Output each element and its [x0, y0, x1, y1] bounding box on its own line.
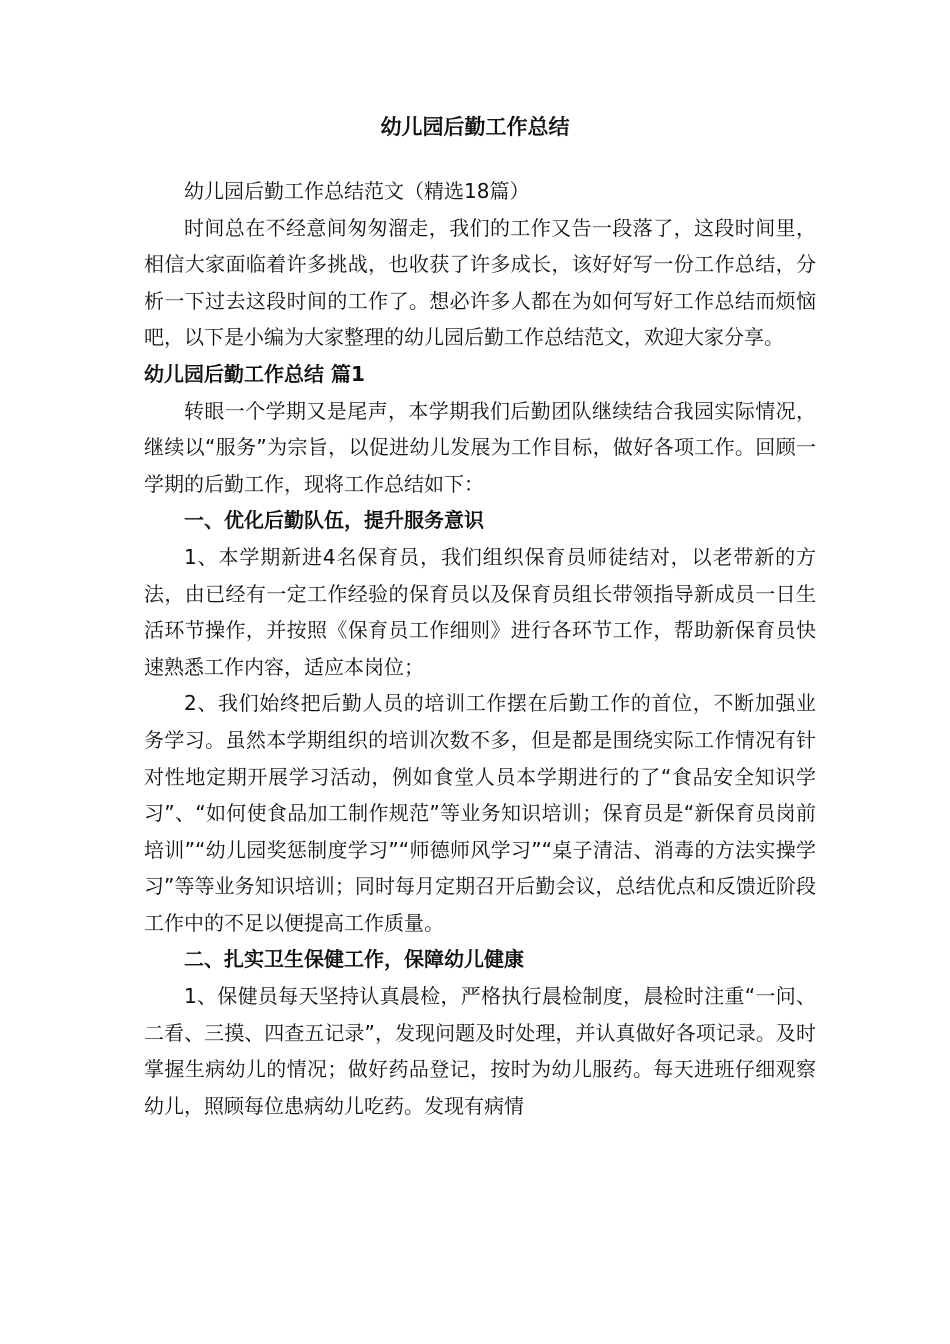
doc-subtitle: 幼儿园后勤工作总结范文（精选18篇）: [184, 179, 530, 203]
document-body: [144, 173, 816, 1124]
body-paragraph-1-2: 2、我们始终把后勤人员的培训工作摆在后勤工作的首位，不断加强业务学习。虽然本学期组织的培训次数不多，但是都是围绕实际工作情况有针对性地定期开展学习活动，例如食堂人员本学期进行的了“食品安全知识学习”、“如何使食品加工制作规范”等业务知识培训；保育员是“新保育员岗前培训”“幼儿园奖惩制度学习”“师德师风学习”“桌子清洁、消毒的方法实操学习”等等业务知识培训；同时每月定期召开后勤会议，总结优点和反馈近阶段工作中的不足以便提高工作质量。: [144, 691, 816, 935]
body-paragraph-2-1: 1、保健员每天坚持认真晨检，严格执行晨检制度，晨检时注重“一问、二看、三摸、四查五记录”，发现问题及时处理，并认真做好各项记录。及时掌握生病幼儿的情况；做好药品登记，按时为幼儿服药。每天进班仔细观察幼儿，照顾每位患病幼儿吃药。发现有病情: [144, 984, 816, 1118]
document-title: 幼儿园后勤工作总结: [380, 115, 570, 139]
subheading-2: 二、扎实卫生保健工作，保障幼儿健康: [184, 947, 524, 972]
body-paragraph-1-1: 1、本学期新进4名保育员，我们组织保育员师徒结对，以老带新的方法，由已经有一定工作经验的保育员以及保育员组长带领指导新成员一日生活环节操作，并按照《保育员工作细则》进行各环节工作，帮助新保育员快速熟悉工作内容，适应本岗位；: [144, 544, 816, 679]
section-intro-paragraph: 转眼一个学期又是尾声，本学期我们后勤团队继续结合我园实际情况，继续以“服务”为宗旨，以促进幼儿发展为工作目标，做好各项工作。回顾一学期的后勤工作，现将工作总结如下：: [144, 398, 816, 496]
subheading-1: 一、优化后勤队伍，提升服务意识: [184, 508, 484, 533]
section-heading-part1: 幼儿园后勤工作总结 篇1: [144, 361, 365, 386]
intro-paragraph: 时间总在不经意间匆匆溜走，我们的工作又告一段落了，这段时间里，相信大家面临着许多挑战，也收获了许多成长，该好好写一份工作总结，分析一下过去这段时间的工作了。想必许多人都在为如何写好工作总结而烦恼吧，以下是小编为大家整理的幼儿园后勤工作总结范文，欢迎大家分享。: [144, 215, 816, 350]
